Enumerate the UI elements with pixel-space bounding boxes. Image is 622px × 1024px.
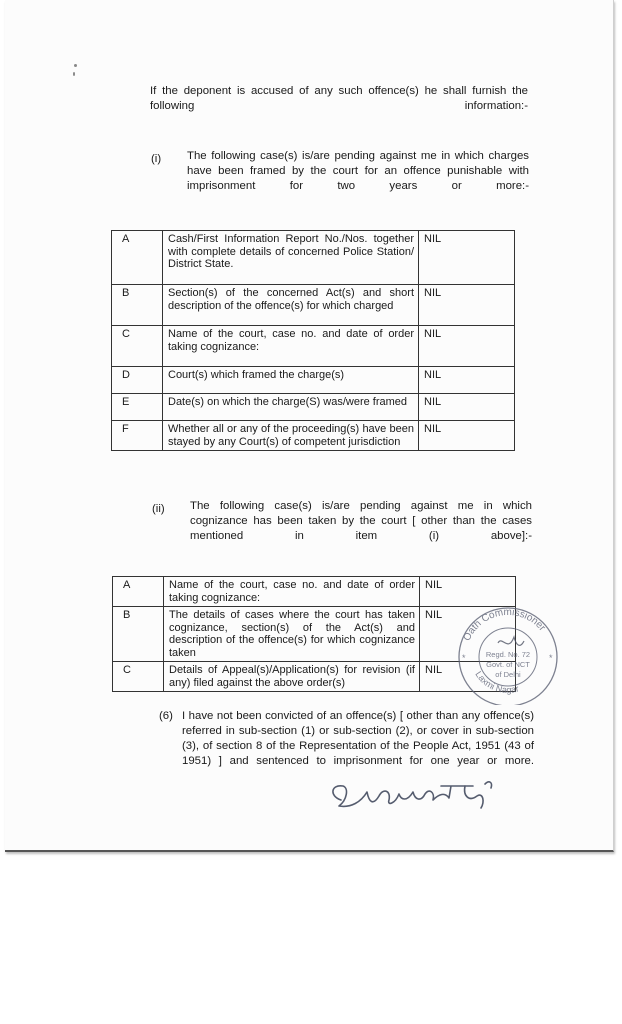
row-key: B [112,285,163,326]
row-description: Cash/First Information Report No./Nos. together with complete details of concerned Police Station/ District State. [163,231,419,285]
row-key: A [113,577,164,607]
row-description: Whether all or any of the proceeding(s) have been stayed by any Court(s) of competent jurisdiction [163,421,419,451]
row-description: Section(s) of the concerned Act(s) and short description of the offence(s) for which charged [163,285,419,326]
table-row [113,577,516,607]
item-6-number: (6) [159,710,173,722]
table-row [112,326,515,367]
row-key: E [112,394,163,421]
item-ii-text: The following case(s) is/are pending against me in which cognizance has been taken by the court [ other than the cases mentioned in item (i) above]:- [190,500,532,542]
item-ii-number: (ii) [152,503,165,515]
svg-text:Oath Commissioner: Oath Commissioner [461,606,548,643]
row-value: NIL [419,367,515,394]
row-value: NIL [419,394,515,421]
row-value: NIL [419,285,515,326]
svg-text:Govt. of NCT: Govt. of NCT [486,660,530,669]
row-value: NIL [419,421,515,451]
row-description: Date(s) on which the charge(S) was/were framed [163,394,419,421]
svg-text:Regd. No. 72: Regd. No. 72 [485,650,531,659]
row-description: Court(s) which framed the charge(s) [163,367,419,394]
row-key: F [112,421,163,451]
table-row [112,231,515,285]
item-i-number: (i) [151,153,162,165]
intro-text: If the deponent is accused of any such offence(s) he shall furnish the following information:- [150,85,528,112]
row-key: D [112,367,163,394]
row-description: Name of the court, case no. and date of order taking cognizance: [164,577,420,607]
item-6-text: I have not been convicted of an offence(s) [ other than any offence(s) referred in sub-section (1) or sub-section (2), or cover in sub-section (3), of section 8 of the Representation of the People Act, 1951 (43 of 1951) ] and sentenced to imprisonment for one year or more. [182,710,534,767]
oath-commissioner-stamp [452,605,564,705]
row-key: C [113,662,164,692]
handwritten-signature [327,778,527,820]
row-key: B [113,607,164,662]
row-description: Details of Appeal(s)/Application(s) for revision (if any) filed against the above order(s) [164,662,420,692]
row-key: C [112,326,163,367]
charges-table [111,230,515,451]
row-value: NIL [420,607,516,662]
table-row [112,367,515,394]
row-value: NIL [420,577,516,607]
table-row [112,285,515,326]
svg-text:Laxmi Nagar: Laxmi Nagar [473,669,520,695]
row-value: NIL [419,231,515,285]
row-value: NIL [420,662,516,692]
row-description: The details of cases where the court has taken cognizance, section(s) of the Act(s) and description of the offence(s) for which cognizance taken [164,607,420,662]
svg-text:*: * [549,653,553,663]
svg-text:of Delhi: of Delhi [495,670,521,679]
scan-speck [74,64,77,67]
document-page [5,0,614,852]
table-row [112,394,515,421]
row-description: Name of the court, case no. and date of order taking cognizance: [163,326,419,367]
svg-text:*: * [462,653,466,663]
row-value: NIL [419,326,515,367]
scan-speck [73,72,75,76]
row-key: A [112,231,163,285]
table-row [112,421,515,451]
item-i-text: The following case(s) is/are pending against me in which charges have been framed by the court for an offence punishable with imprisonment for two years or more:- [187,150,529,192]
